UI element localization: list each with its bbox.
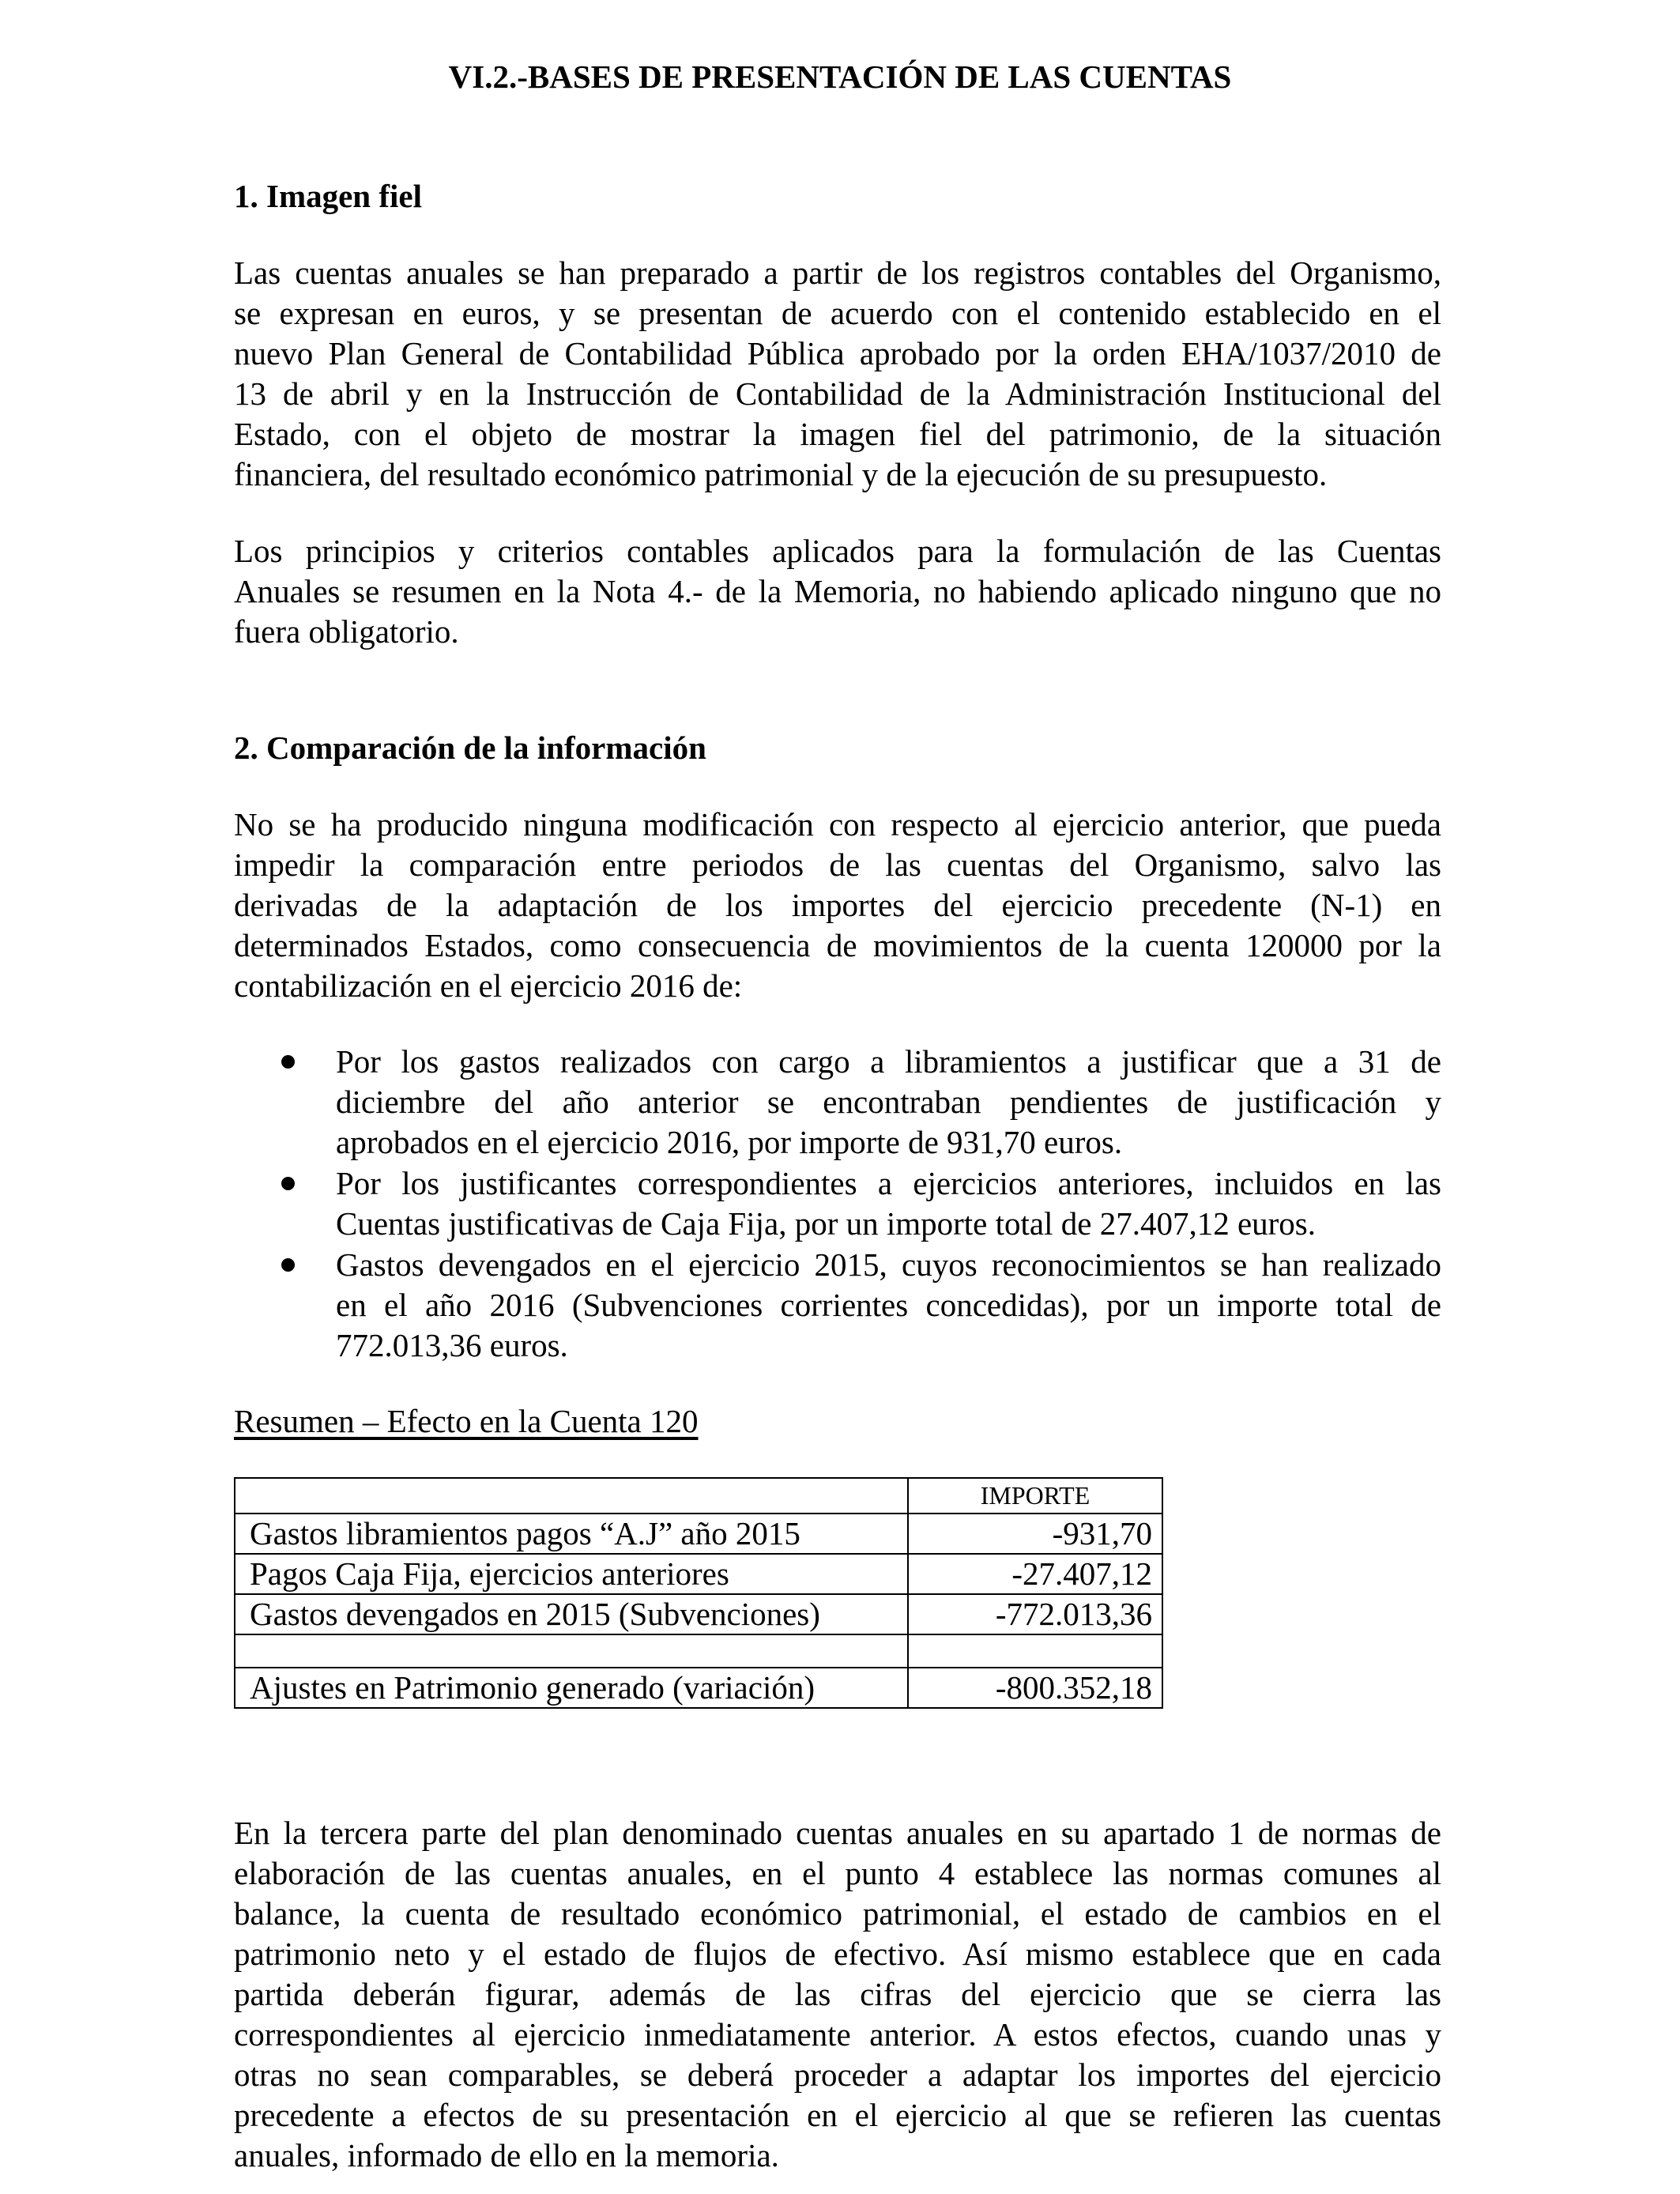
table-total-row xyxy=(235,1668,1162,1708)
text-line: Por los justificantes correspondientes a ejercicios anteriores, incluidos en las xyxy=(336,1165,1441,1201)
table-cell-amount: -772.013,36 xyxy=(908,1594,1162,1634)
text-line: nuevo Plan General de Contabilidad Pública aprobado por la orden EHA/1037/2010 de xyxy=(234,335,1441,371)
table-row-empty xyxy=(235,1634,1162,1668)
summary-title: Resumen – Efecto en la Cuenta 120 xyxy=(234,1403,699,1439)
table-cell-amount: -800.352,18 xyxy=(908,1668,1162,1708)
text-line: partida deberán figurar, además de las cifras del ejercicio que se cierra las xyxy=(234,1976,1441,2012)
text-line: Las cuentas anuales se han preparado a partir de los registros contables del Organismo, xyxy=(234,254,1441,291)
list-item-text xyxy=(336,1163,1441,1244)
text-line: derivadas de la adaptación de los importes del ejercicio precedente (N-1) en xyxy=(234,887,1441,923)
text-line: impedir la comparación entre periodos de las cuentas del Organismo, salvo las xyxy=(234,846,1441,883)
text-line: fuera obligatorio. xyxy=(234,613,459,650)
paragraph-comparacion-1 xyxy=(234,805,1441,1006)
text-line: Los principios y criterios contables aplicados para la formulación de las Cuentas xyxy=(234,533,1441,569)
table-cell-label: Pagos Caja Fija, ejercicios anteriores xyxy=(235,1554,908,1594)
column-header-importe: IMPORTE xyxy=(908,1478,1162,1514)
text-line: financiera, del resultado económico patrimonial y de la ejecución de su presupuesto. xyxy=(234,456,1328,492)
table-cell-label: Gastos libramientos pagos “A.J” año 2015 xyxy=(235,1514,908,1554)
table-cell-amount: -931,70 xyxy=(908,1514,1162,1554)
text-line: en el año 2016 (Subvenciones corrientes concedidas), por un importe total de xyxy=(336,1287,1441,1323)
text-line: 13 de abril y en la Instrucción de Contabilidad de la Administración Institucional del xyxy=(234,375,1441,412)
text-line: Gastos devengados en el ejercicio 2015, cuyos reconocimientos se han realizado xyxy=(336,1246,1441,1283)
list-item-text xyxy=(336,1245,1441,1366)
section-heading-comparacion: 2. Comparación de la información xyxy=(234,729,706,766)
page-title: VI.2.-BASES DE PRESENTACIÓN DE LAS CUENTAS xyxy=(448,58,1232,95)
paragraph-imagen-fiel-1 xyxy=(234,253,1441,495)
text-line: 772.013,36 euros. xyxy=(336,1327,568,1363)
table-cell xyxy=(908,1634,1162,1668)
table-cell xyxy=(235,1478,908,1514)
summary-table xyxy=(234,1477,1163,1709)
text-line: determinados Estados, como consecuencia de movimientos de la cuenta 120000 por la xyxy=(234,927,1441,963)
text-line: Estado, con el objeto de mostrar la imagen fiel del patrimonio, de la situación xyxy=(234,416,1441,452)
text-line: Anuales se resumen en la Nota 4.- de la Memoria, no habiendo aplicado ninguno que no xyxy=(234,573,1441,609)
text-line: patrimonio neto y el estado de flujos de efectivo. Así mismo establece que en cada xyxy=(234,1936,1441,1972)
list-item-text xyxy=(336,1042,1441,1163)
text-line: contabilización en el ejercicio 2016 de: xyxy=(234,967,743,1004)
table-row xyxy=(235,1594,1162,1634)
text-line: aprobados en el ejercicio 2016, por importe de 931,70 euros. xyxy=(336,1124,1123,1160)
text-line: En la tercera parte del plan denominado cuentas anuales en su apartado 1 de normas de xyxy=(234,1815,1441,1851)
text-line: No se ha producido ninguna modificación con respecto al ejercicio anterior, que pueda xyxy=(234,806,1441,843)
bullet-icon xyxy=(281,1258,295,1272)
text-line: otras no sean comparables, se deberá proceder a adaptar los importes del ejercicio xyxy=(234,2056,1441,2093)
table-cell-label: Gastos devengados en 2015 (Subvenciones) xyxy=(235,1594,908,1634)
table-cell-label: Ajustes en Patrimonio generado (variación) xyxy=(235,1668,908,1708)
table-row xyxy=(235,1514,1162,1554)
section-heading-imagen-fiel: 1. Imagen fiel xyxy=(234,178,422,214)
bullet-icon xyxy=(281,1177,295,1190)
paragraph-imagen-fiel-2 xyxy=(234,531,1441,652)
text-line: precedente a efectos de su presentación en el ejercicio al que se refieren las cuentas xyxy=(234,2097,1441,2133)
text-line: balance, la cuenta de resultado económico patrimonial, el estado de cambios en el xyxy=(234,1895,1441,1932)
bullet-icon xyxy=(281,1055,295,1069)
table-header-row xyxy=(235,1478,1162,1514)
paragraph-comparacion-2 xyxy=(234,1813,1441,2176)
text-line: Cuentas justificativas de Caja Fija, por un importe total de 27.407,12 euros. xyxy=(336,1205,1317,1242)
table-row xyxy=(235,1554,1162,1594)
text-line: elaboración de las cuentas anuales, en el punto 4 establece las normas comunes al xyxy=(234,1855,1441,1891)
text-line: Por los gastos realizados con cargo a libramientos a justificar que a 31 de xyxy=(336,1043,1441,1080)
table-cell-amount: -27.407,12 xyxy=(908,1554,1162,1594)
text-line: diciembre del año anterior se encontraban pendientes de justificación y xyxy=(336,1084,1441,1120)
text-line: anuales, informado de ello en la memoria. xyxy=(234,2137,779,2173)
text-line: correspondientes al ejercicio inmediatamente anterior. A estos efectos, cuando unas y xyxy=(234,2016,1441,2053)
table-cell xyxy=(235,1634,908,1668)
text-line: se expresan en euros, y se presentan de acuerdo con el contenido establecido en el xyxy=(234,295,1441,331)
